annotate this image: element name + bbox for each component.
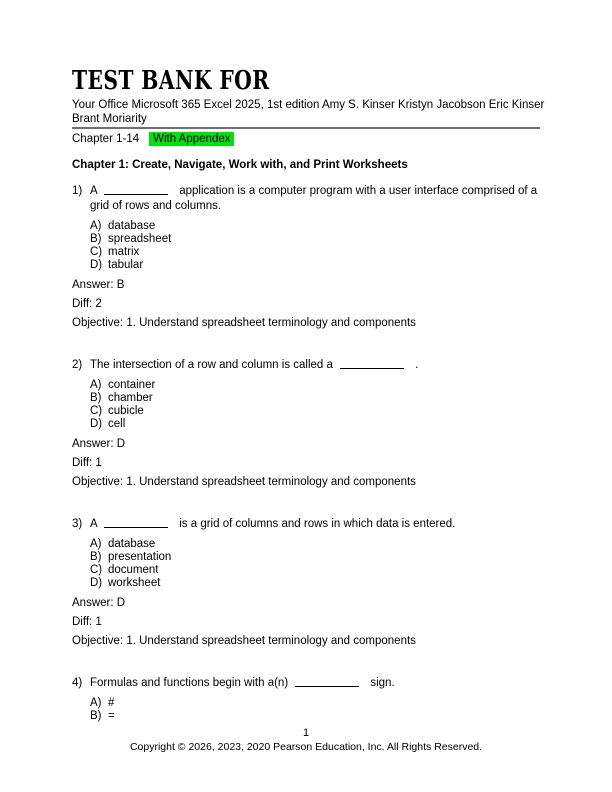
- option-row: [90, 551, 544, 564]
- option-row: [90, 233, 544, 246]
- option-text: cell: [108, 418, 126, 430]
- blank-line: [295, 676, 359, 687]
- option-text: database: [108, 220, 156, 232]
- page-title: [72, 68, 544, 96]
- option-letter: C): [90, 246, 103, 258]
- option-text: spreadsheet: [108, 233, 172, 245]
- question-block: [72, 184, 544, 330]
- option-letter: A): [90, 379, 102, 391]
- option-list: [72, 538, 544, 590]
- option-letter: D): [90, 418, 103, 430]
- option-row: [90, 259, 544, 272]
- option-text: worksheet: [108, 577, 161, 589]
- option-text: #: [108, 697, 115, 709]
- option-list: [72, 697, 544, 723]
- option-list: [72, 220, 544, 272]
- option-letter: B): [90, 551, 102, 563]
- option-text: presentation: [108, 551, 172, 563]
- blank-line: [104, 517, 168, 528]
- option-letter: B): [90, 710, 102, 722]
- answer-line: Answer: D: [72, 438, 126, 450]
- chapter-range-line: [72, 132, 544, 147]
- option-row: [90, 379, 544, 392]
- option-row: [90, 538, 544, 551]
- objective-line: Objective: 1. Understand spreadsheet terminology and components: [72, 476, 416, 488]
- answer-line: Answer: D: [72, 597, 126, 609]
- question-number: 1): [72, 185, 83, 197]
- option-letter: A): [90, 697, 102, 709]
- option-text: container: [108, 379, 156, 391]
- option-letter: A): [90, 220, 102, 232]
- page-number: 1: [302, 727, 310, 739]
- chapter-range: Chapter 1-14: [72, 133, 140, 145]
- option-list: [72, 379, 544, 431]
- page-title-text: TEST BANK FOR: [72, 66, 270, 96]
- diff-line: Diff: 2: [72, 298, 102, 310]
- question-block: [72, 517, 544, 648]
- page-content: [72, 68, 544, 723]
- option-text: =: [108, 710, 115, 722]
- option-text: document: [108, 564, 159, 576]
- copyright-notice: Copyright © 2026, 2023, 2020 Pearson Education, Inc. All Rights Reserved.: [129, 741, 483, 753]
- question-text: A is a grid of columns and rows in which data is entered.: [90, 518, 456, 530]
- objective-line: Objective: 1. Understand spreadsheet terminology and components: [72, 317, 416, 329]
- option-text: database: [108, 538, 156, 550]
- page-footer: [0, 727, 612, 754]
- option-text: cubicle: [108, 405, 144, 417]
- question-text: Formulas and functions begin with a(n) sign.: [90, 677, 395, 689]
- option-letter: C): [90, 405, 103, 417]
- question-stem: [72, 517, 544, 532]
- option-row: [90, 577, 544, 590]
- question-stem: [72, 358, 544, 373]
- question-block: [72, 676, 544, 723]
- diff-line: Diff: 1: [72, 457, 102, 469]
- option-row: [90, 418, 544, 431]
- objective-line: Objective: 1. Understand spreadsheet terminology and components: [72, 635, 416, 647]
- option-row: [90, 220, 544, 233]
- diff-line: Diff: 1: [72, 616, 102, 628]
- option-letter: B): [90, 233, 102, 245]
- question-stem: [72, 676, 544, 691]
- question-list: [72, 184, 544, 723]
- question-number: 4): [72, 677, 83, 689]
- option-letter: A): [90, 538, 102, 550]
- option-text: chamber: [108, 392, 153, 404]
- option-text: tabular: [108, 259, 144, 271]
- divider-rule: [72, 127, 540, 129]
- option-row: [90, 246, 544, 259]
- option-row: [90, 710, 544, 723]
- question-text: A application is a computer program with a user interface comprised of a grid of rows and columns.: [90, 185, 538, 212]
- option-row: [90, 564, 544, 577]
- answer-line: Answer: B: [72, 279, 125, 291]
- section-heading: Chapter 1: Create, Navigate, Work with, and Print Worksheets: [72, 159, 408, 171]
- question-stem: [72, 184, 544, 214]
- book-subtitle: Your Office Microsoft 365 Excel 2025, 1st edition Amy S. Kinser Kristyn Jacobson Eric Kinser Brant Moriarity: [72, 99, 545, 125]
- option-text: matrix: [108, 246, 140, 258]
- question-number: 2): [72, 359, 83, 371]
- question-block: [72, 358, 544, 489]
- option-row: [90, 405, 544, 418]
- option-letter: B): [90, 392, 102, 404]
- appendix-highlight: With Appendex: [149, 132, 234, 146]
- blank-line: [340, 358, 404, 369]
- question-number: 3): [72, 518, 83, 530]
- blank-line: [104, 184, 168, 195]
- option-letter: D): [90, 259, 103, 271]
- option-row: [90, 392, 544, 405]
- option-letter: D): [90, 577, 103, 589]
- question-text: The intersection of a row and column is called a .: [90, 359, 419, 371]
- option-letter: C): [90, 564, 103, 576]
- option-row: [90, 697, 544, 710]
